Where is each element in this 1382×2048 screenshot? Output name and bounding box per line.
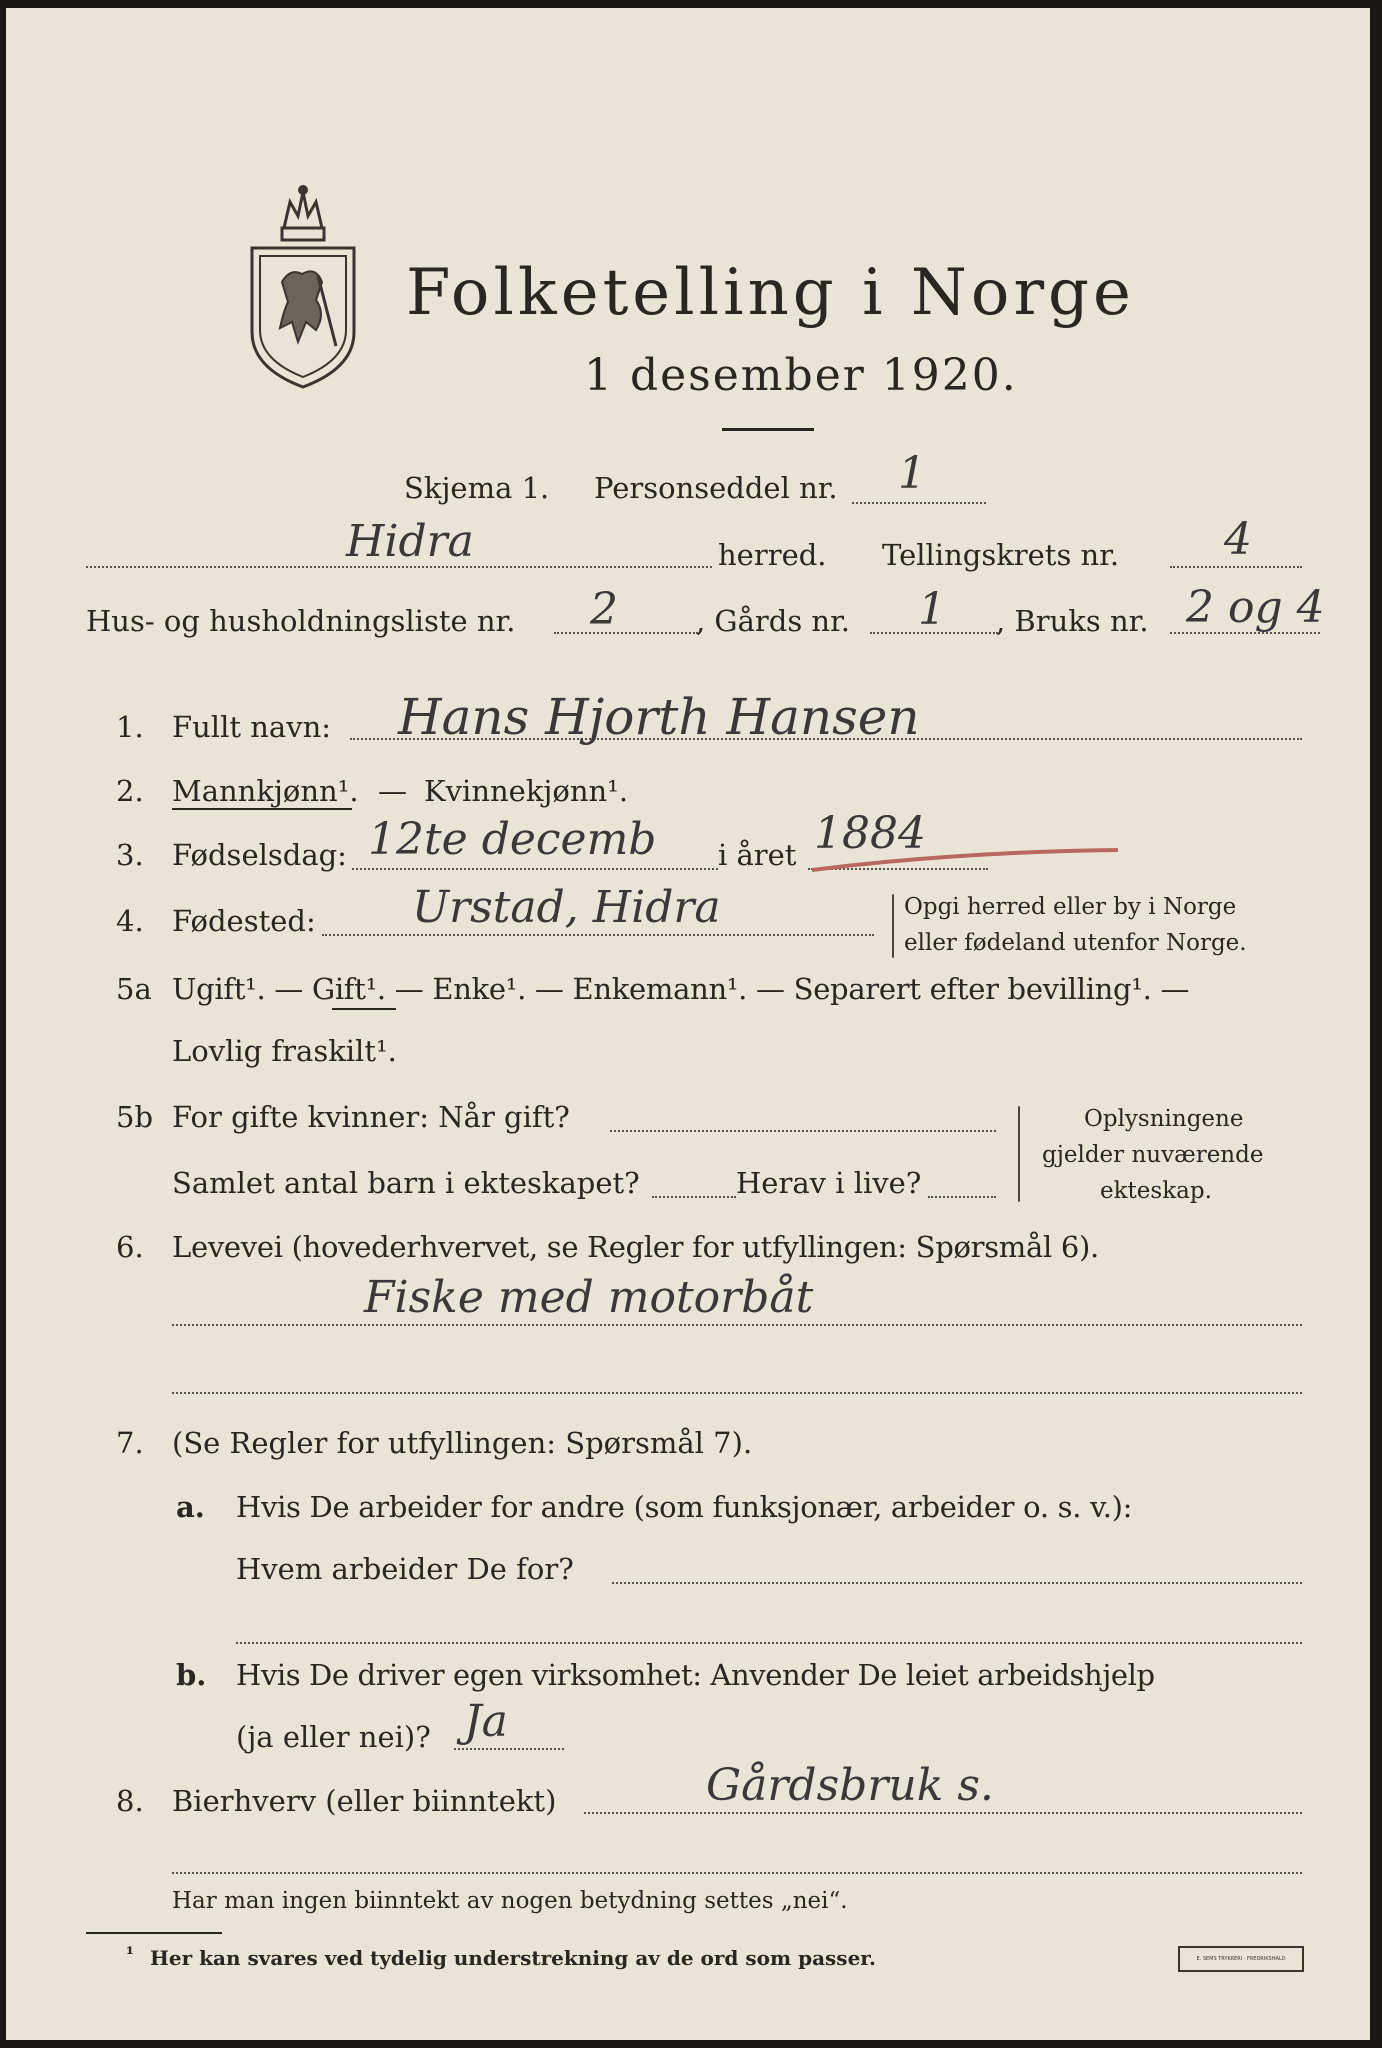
schema-label: Skjema 1.: [404, 471, 550, 505]
q7b-letter: b.: [176, 1658, 207, 1692]
q7a-employer-field-line2[interactable]: [236, 1642, 1302, 1644]
gards-value: 1: [918, 584, 946, 635]
footnote-divider: [86, 1932, 222, 1934]
q2-male-option[interactable]: Mannkjønn¹.: [172, 774, 359, 808]
q7a-question: Hvis De arbeider for andre (som funksjonær, arbeider o. s. v.):: [236, 1490, 1133, 1524]
q5b-number: 5b: [116, 1100, 154, 1134]
q1-label: Fullt navn:: [172, 710, 332, 744]
q6-occupation-value: Fiske med motorbåt: [364, 1272, 814, 1323]
q1-full-name-value: Hans Hjorth Hansen: [398, 688, 920, 746]
q3-birthday-field[interactable]: [352, 868, 718, 870]
q5b-note-line3: ekteskap.: [1100, 1178, 1212, 1204]
q5b-children-field[interactable]: [652, 1196, 736, 1198]
q8-side-income-value: Gårdsbruk s.: [706, 1760, 994, 1811]
q6-field-line1[interactable]: [172, 1324, 1302, 1326]
q4-birthplace-value: Urstad, Hidra: [412, 882, 721, 933]
q7-label: (Se Regler for utfyllingen: Spørsmål 7).: [172, 1426, 753, 1460]
q5b-alive-label: Herav i live?: [736, 1166, 922, 1200]
q4-field[interactable]: [322, 934, 874, 936]
husliste-field[interactable]: [554, 632, 698, 634]
q4-note-line1: Opgi herred eller by i Norge: [904, 894, 1237, 920]
herred-field[interactable]: [86, 566, 712, 568]
q2-female-option[interactable]: Kvinnekjønn¹.: [424, 774, 629, 808]
personseddel-field[interactable]: [852, 502, 986, 504]
printer-stamp-text: E. SEMS TRYKKERI · FREDRIKSHALD: [1196, 1956, 1286, 1962]
q8-number: 8.: [116, 1784, 144, 1818]
q7a-letter: a.: [176, 1490, 205, 1524]
q2-separator: —: [378, 774, 407, 808]
q5b-married-field[interactable]: [610, 1130, 996, 1132]
census-form-page: [6, 8, 1370, 2040]
q3-red-mark: [806, 840, 1126, 880]
personseddel-value: 1: [898, 448, 926, 499]
herred-value: Hidra: [346, 516, 474, 567]
footnote-text: Her kan svares ved tydelig understrekning av de ord som passer.: [150, 1946, 876, 1970]
q7b-yes-no-label: (ja eller nei)?: [236, 1720, 431, 1754]
tellingskrets-label: Tellingskrets nr.: [882, 538, 1120, 572]
q5a-gift-underline: [332, 1008, 396, 1010]
footer-note: Har man ingen biinntekt av nogen betydning settes „nei“.: [172, 1888, 848, 1914]
q4-label: Fødested:: [172, 904, 316, 938]
title-divider: [722, 428, 814, 431]
q2-male-underline: [172, 808, 352, 810]
q5b-married-label: For gifte kvinner: Når gift?: [172, 1100, 570, 1134]
q6-field-line2[interactable]: [172, 1392, 1302, 1394]
q5a-divorced-option[interactable]: Lovlig fraskilt¹.: [172, 1034, 397, 1068]
q7a-employer-label: Hvem arbeider De for?: [236, 1552, 574, 1586]
q4-number: 4.: [116, 904, 144, 938]
q2-number: 2.: [116, 774, 144, 808]
husliste-label: Hus- og husholdningsliste nr.: [86, 604, 516, 638]
herred-label: herred.: [718, 538, 827, 572]
form-title: Folketelling i Norge: [406, 256, 1135, 330]
q8-field-line2[interactable]: [172, 1872, 1302, 1874]
q7b-yes-no-field[interactable]: [454, 1748, 564, 1750]
bruks-value: 2 og 4: [1186, 582, 1325, 633]
q5b-note-line1: Oplysningene: [1084, 1106, 1244, 1132]
q3-label: Fødselsdag:: [172, 838, 347, 872]
q5a-number: 5a: [116, 972, 152, 1006]
q5b-note-brace: [1018, 1106, 1020, 1202]
personseddel-label: Personseddel nr.: [594, 471, 838, 505]
q7a-employer-field[interactable]: [612, 1582, 1302, 1584]
q7b-yes-no-value: Ja: [464, 1696, 508, 1747]
q3-birthday-value: 12te decemb: [368, 814, 657, 865]
q3-year-value: 1884: [814, 808, 926, 859]
q1-number: 1.: [116, 710, 144, 744]
q4-note-brace: [892, 894, 894, 958]
q5b-children-label: Samlet antal barn i ekteskapet?: [172, 1166, 640, 1200]
q5b-note-line2: gjelder nuværende: [1042, 1142, 1264, 1168]
q7-number: 7.: [116, 1426, 144, 1460]
husliste-value: 2: [590, 584, 618, 635]
q8-field[interactable]: [584, 1812, 1302, 1814]
footnote-mark: ¹: [126, 1944, 134, 1965]
gards-label: , Gårds nr.: [696, 604, 850, 638]
q6-number: 6.: [116, 1230, 144, 1264]
census-date: 1 desember 1920.: [584, 350, 1018, 401]
q5a-marital-options[interactable]: Ugift¹. — Gift¹. — Enke¹. — Enkemann¹. — Separert efter bevilling¹. —: [172, 972, 1190, 1006]
q4-note-line2: eller fødeland utenfor Norge.: [904, 930, 1247, 956]
tellingskrets-field[interactable]: [1170, 566, 1302, 568]
q8-label: Bierhverv (eller biinntekt): [172, 1784, 557, 1818]
q3-year-label: i året: [718, 838, 797, 872]
printer-stamp: [1178, 1946, 1304, 1972]
norway-coat-of-arms-icon: [244, 182, 362, 392]
q5b-alive-field[interactable]: [928, 1196, 996, 1198]
tellingskrets-value: 4: [1224, 514, 1252, 565]
q6-label: Levevei (hovederhvervet, se Regler for utfyllingen: Spørsmål 6).: [172, 1230, 1099, 1264]
bruks-label: , Bruks nr.: [996, 604, 1149, 638]
q3-number: 3.: [116, 838, 144, 872]
q7b-question: Hvis De driver egen virksomhet: Anvender De leiet arbeidshjelp: [236, 1658, 1155, 1692]
